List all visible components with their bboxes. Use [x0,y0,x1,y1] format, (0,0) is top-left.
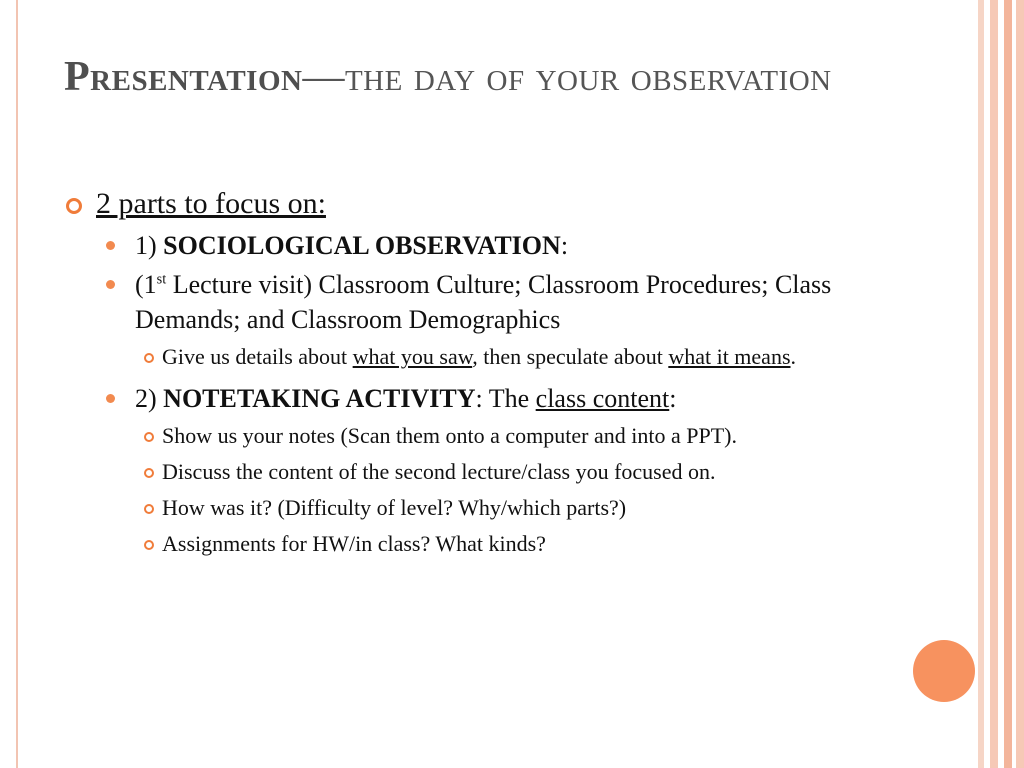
small-ring-bullet-icon [144,540,154,550]
small-ring-bullet-icon [144,468,154,478]
item-open: (1 [135,270,157,299]
left-border-decoration [0,0,18,768]
circle-accent-decoration [913,640,975,702]
slide-title [64,52,904,102]
item-bold: NOTETAKING ACTIVITY [163,384,476,413]
slide-body [64,186,884,564]
bullet-text: How was it? (Difficulty of level? Why/which parts?) [162,495,627,520]
bullet-level3 [144,341,884,372]
item-suffix: : [560,231,569,260]
bullet-level3 [144,528,884,559]
item-underlined: class content [535,384,670,413]
bullet-text: Discuss the content of the second lecture/class you focused on. [162,459,716,484]
bullet-level3 [144,420,884,451]
dot-bullet-icon [106,241,115,250]
bullet-level2 [104,267,884,337]
sub-text: , then speculate about [472,344,669,369]
item-prefix: 1) [135,231,164,260]
bullet-text [135,228,568,263]
bullet-level2 [104,381,884,416]
bullet-text: Show us your notes (Scan them onto a computer and into a PPT). [162,423,737,448]
sub-underlined: what it means [668,344,791,369]
right-stripe-decoration [978,0,1024,768]
bullet-level2 [104,228,884,263]
item-bold: SOCIOLOGICAL OBSERVATION [163,231,561,260]
item-mid: : The [475,384,536,413]
ring-bullet-icon [66,198,82,214]
item-text: Lecture visit) Classroom Culture; Classroom Procedures; Class Demands; and Classroom Demographics [135,270,832,334]
bullet-text: Assignments for HW/in class? What kinds? [162,531,546,556]
dot-bullet-icon [106,280,115,289]
item-prefix: 2) [135,384,164,413]
sub-text: Give us details about [162,344,353,369]
slide-title-rest: —the day of your observation [302,54,832,100]
bullet-level3 [144,456,884,487]
small-ring-bullet-icon [144,432,154,442]
bullet-text [135,381,676,416]
small-ring-bullet-icon [144,353,154,363]
bullet-level1 [64,186,884,222]
slide-title-main: Presentation [64,54,303,100]
small-ring-bullet-icon [144,504,154,514]
bullet-text: 2 parts to focus on: [96,187,326,220]
bullet-level3 [144,492,884,523]
sub-text: . [790,344,797,369]
sub-underlined: what you saw [352,344,473,369]
dot-bullet-icon [106,394,115,403]
bullet-text [162,341,796,372]
item-superscript: st [156,271,167,288]
bullet-text [135,267,884,337]
item-suffix: : [669,384,677,413]
